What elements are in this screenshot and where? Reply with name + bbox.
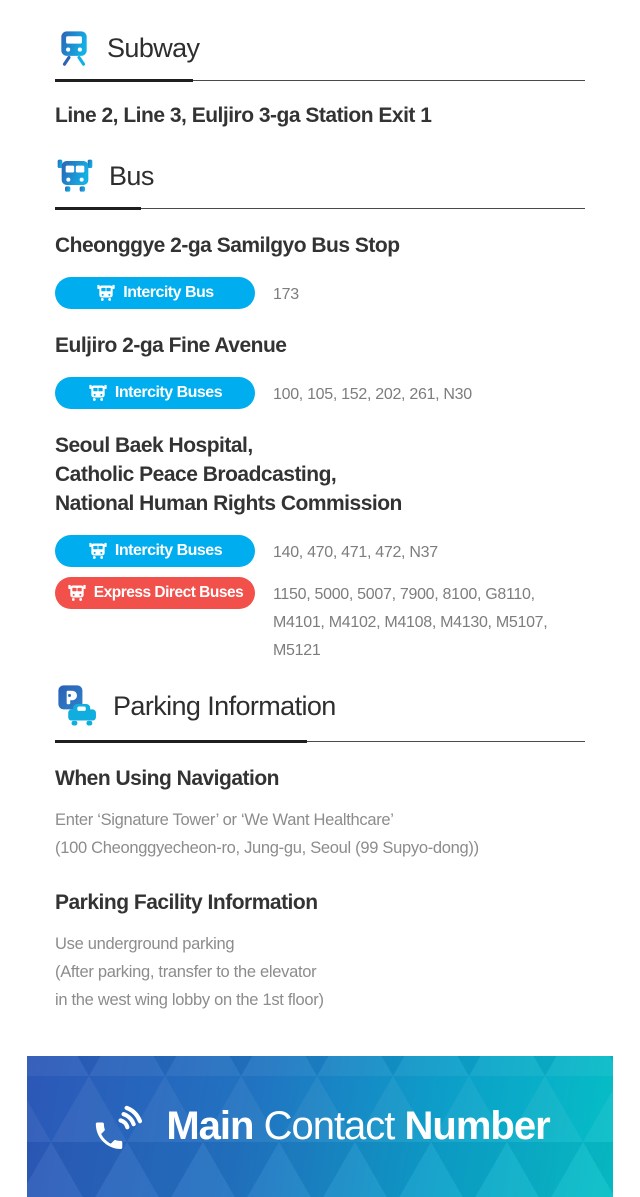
bus-badge-icon bbox=[67, 583, 87, 603]
parking-title: Parking Information bbox=[113, 690, 336, 721]
bus-stop-name-line: Catholic Peace Broadcasting, bbox=[55, 463, 337, 486]
bus-stop bbox=[55, 431, 585, 665]
bus-stop bbox=[55, 231, 585, 309]
instruction-line: (After parking, transfer to the elevator bbox=[55, 963, 317, 981]
facility-heading: Parking Facility Information bbox=[55, 891, 318, 914]
route-numbers: 1150, 5000, 5007, 7900, 8100, G8110, M4101, M4102, M4108, M4130, M5107, M5121 bbox=[273, 586, 548, 659]
bus-title: Bus bbox=[109, 160, 154, 191]
facility-instructions bbox=[55, 930, 585, 1014]
route-row bbox=[55, 535, 585, 567]
bus-badge-icon bbox=[88, 383, 108, 403]
bus-stop-name-line: Cheonggye 2-ga Samilgyo Bus Stop bbox=[55, 234, 400, 257]
instruction-line: Enter ‘Signature Tower’ or ‘We Want Healthcare’ bbox=[55, 811, 394, 829]
bus-section-header bbox=[55, 156, 585, 209]
bus-icon bbox=[55, 156, 95, 196]
subway-section-header bbox=[55, 28, 585, 81]
subway-title: Subway bbox=[107, 32, 200, 63]
subway-section bbox=[55, 28, 585, 130]
subway-icon bbox=[55, 28, 93, 68]
route-row bbox=[55, 377, 585, 409]
bus-stop-name-line: Seoul Baek Hospital, bbox=[55, 434, 253, 457]
instruction-line: Use underground parking bbox=[55, 935, 235, 953]
badge-label: Intercity Buses bbox=[114, 542, 223, 559]
intercity-bus-badge bbox=[55, 535, 255, 567]
route-numbers: 100, 105, 152, 202, 261, N30 bbox=[273, 386, 472, 403]
bus-stop-name bbox=[55, 331, 585, 360]
parking-section-header bbox=[55, 683, 585, 742]
bus-stop-name bbox=[55, 431, 585, 518]
express-bus-badge bbox=[55, 577, 255, 609]
bus-stop-name bbox=[55, 231, 585, 260]
parking-section bbox=[55, 683, 585, 1014]
instruction-line: in the west wing lobby on the 1st floor) bbox=[55, 991, 324, 1009]
banner-content bbox=[90, 1099, 549, 1155]
bus-badge-icon bbox=[88, 541, 108, 561]
banner-word-main: Main bbox=[166, 1104, 254, 1148]
phone-icon bbox=[90, 1099, 146, 1155]
banner-word-number: Number bbox=[404, 1104, 550, 1148]
badge-label: Intercity Buses bbox=[114, 384, 223, 401]
banner-word-contact: Contact bbox=[263, 1104, 395, 1148]
bus-section bbox=[55, 156, 585, 665]
bus-stop-name-line: Euljiro 2-ga Fine Avenue bbox=[55, 334, 287, 357]
badge-label: Intercity Bus bbox=[123, 284, 214, 301]
instruction-line: (100 Cheonggyecheon-ro, Jung-gu, Seoul (99 Supyo-dong)) bbox=[55, 839, 479, 857]
route-row bbox=[55, 577, 585, 665]
parking-icon bbox=[55, 683, 99, 729]
navigation-heading: When Using Navigation bbox=[55, 767, 280, 790]
intercity-bus-badge bbox=[55, 377, 255, 409]
navigation-instructions bbox=[55, 806, 585, 862]
bus-stop-name-line: National Human Rights Commission bbox=[55, 492, 402, 515]
intercity-bus-badge bbox=[55, 277, 255, 309]
route-numbers: 173 bbox=[273, 286, 299, 303]
route-row bbox=[55, 277, 585, 309]
bus-badge-icon bbox=[96, 283, 116, 303]
badge-label: Express Direct Buses bbox=[93, 584, 244, 601]
main-contact-banner[interactable] bbox=[27, 1056, 613, 1197]
banner-title bbox=[166, 1104, 549, 1149]
subway-line-info: Line 2, Line 3, Euljiro 3-ga Station Exit 1 bbox=[55, 104, 432, 127]
bus-stop bbox=[55, 331, 585, 409]
route-numbers: 140, 470, 471, 472, N37 bbox=[273, 544, 438, 561]
